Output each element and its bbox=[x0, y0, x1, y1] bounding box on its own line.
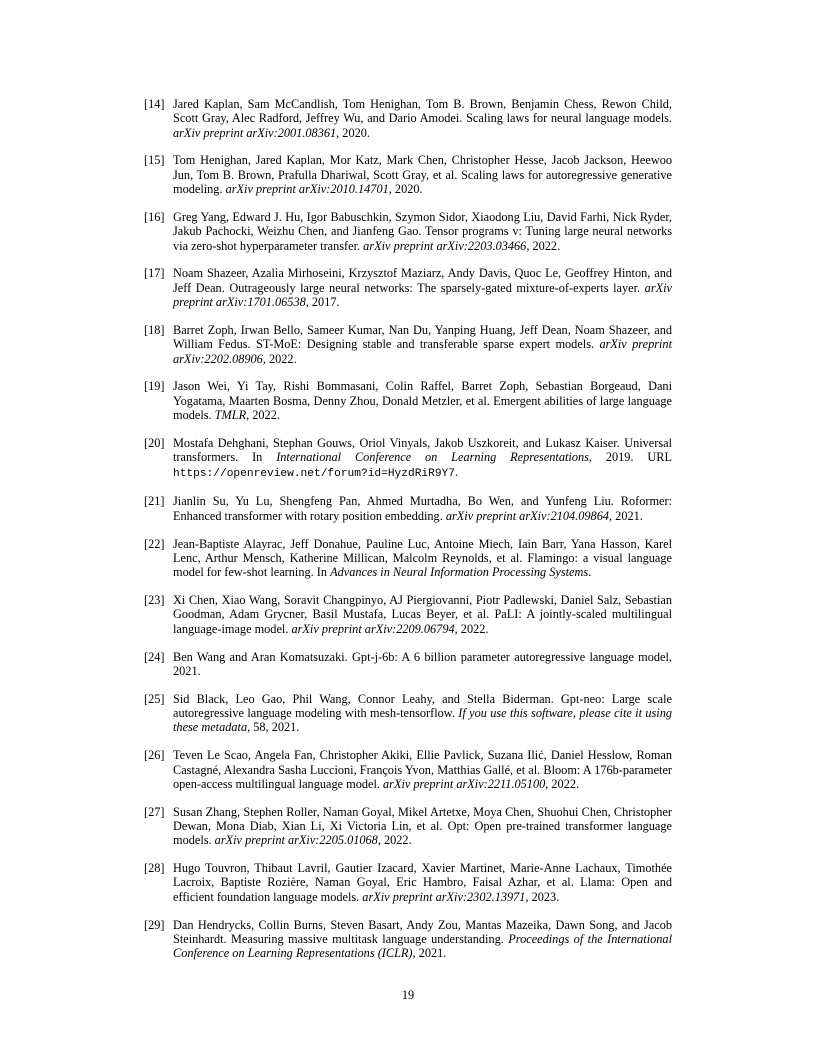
reference-venue: arXiv preprint arXiv:2209.06794 bbox=[291, 621, 455, 636]
reference-entry bbox=[144, 537, 672, 580]
reference-venue: arXiv preprint arXiv:2302.13971 bbox=[362, 889, 526, 904]
reference-year: , 2022. bbox=[262, 351, 297, 366]
reference-entry bbox=[144, 323, 672, 366]
reference-venue: arXiv preprint arXiv:1701.06538 bbox=[173, 280, 672, 310]
reference-entry bbox=[144, 805, 672, 848]
reference-venue: If you use this software, please cite it using these metadata bbox=[173, 706, 672, 735]
reference-url-link[interactable]: https://openreview.net/forum?id=HyzdRiR9Y7 bbox=[173, 467, 455, 480]
reference-number: [22] bbox=[144, 536, 165, 551]
reference-year: , 2020. bbox=[388, 182, 423, 197]
reference-number: [16] bbox=[144, 209, 165, 224]
reference-authors-title: Tom Henighan, Jared Kaplan, Mor Katz, Mark Chen, Christopher Hesse, Jacob Jackson, Heewoo Jun, Tom B. Brown, Prafulla Dhariwal, Scott Gray, et al. Scaling laws for autoregressive generative modeling. bbox=[173, 153, 672, 197]
reference-authors-title: Teven Le Scao, Angela Fan, Christopher Akiki, Ellie Pavlick, Suzana Ilić, Daniel Hesslow, Roman Castagné, Alexandra Sasha Luccioni, François Yvon, Matthias Gallé, et al. Bloom: A 176b-parameter open-access multilingual language model. bbox=[173, 748, 672, 791]
page-number: 19 bbox=[401, 988, 415, 1002]
reference-year: , 2022. bbox=[545, 776, 580, 791]
reference-end-punct: . bbox=[454, 464, 459, 479]
reference-entry bbox=[144, 650, 672, 679]
reference-entry bbox=[144, 436, 672, 481]
reference-number: [20] bbox=[144, 435, 165, 450]
reference-entry bbox=[144, 266, 672, 309]
reference-authors-title: Jean-Baptiste Alayrac, Jeff Donahue, Pauline Luc, Antoine Miech, Iain Barr, Yana Hasson, Karel Lenc, Arthur Mensch, Katherine Millican, Malcolm Reynolds, et al. Flamingo: a visual language model for few-shot learning. In bbox=[173, 536, 672, 580]
reference-list bbox=[144, 97, 672, 974]
reference-authors-title: Jianlin Su, Yu Lu, Shengfeng Pan, Ahmed Murtadha, Bo Wen, and Yunfeng Liu. Roformer: Enhanced transformer with rotary position embedding. bbox=[173, 494, 672, 523]
reference-venue: arXiv preprint arXiv:2001.08361 bbox=[173, 125, 337, 140]
reference-year: , 58, 2021. bbox=[247, 720, 300, 735]
reference-number: [23] bbox=[144, 593, 165, 608]
reference-venue: Proceedings of the International Conference on Learning Representations (ICLR) bbox=[173, 931, 673, 961]
reference-authors-title: Hugo Touvron, Thibaut Lavril, Gautier Izacard, Xavier Martinet, Marie-Anne Lachaux, Timothée Lacroix, Baptiste Rozière, Naman Goyal, Eric Hambro, Faisal Azhar, et al. Llama: Open and efficient foundation language models. bbox=[173, 861, 672, 904]
reference-year: , 2022. bbox=[377, 833, 412, 848]
reference-venue: arXiv preprint arXiv:2211.05100 bbox=[383, 776, 546, 791]
reference-authors-title: Ben Wang and Aran Komatsuzaki. Gpt-j-6b: A 6 billion parameter autoregressive language model, 2021. bbox=[173, 649, 672, 678]
reference-authors-title: Mostafa Dehghani, Stephan Gouws, Oriol Vinyals, Jakob Uszkoreit, and Lukasz Kaiser. Universal transformers. In bbox=[173, 435, 672, 465]
reference-venue: arXiv preprint arXiv:2104.09864 bbox=[445, 508, 610, 523]
reference-entry bbox=[144, 748, 672, 791]
reference-year: , 2022. bbox=[246, 408, 280, 423]
reference-number: [24] bbox=[144, 649, 165, 664]
reference-venue: TMLR bbox=[214, 408, 247, 423]
reference-authors-title: Susan Zhang, Stephen Roller, Naman Goyal, Mikel Artetxe, Moya Chen, Shuohui Chen, Christopher Dewan, Mona Diab, Xian Li, Xi Victoria Lin, et al. Opt: Open pre-trained transformer language models. bbox=[173, 804, 672, 848]
reference-venue: arXiv preprint arXiv:2205.01068 bbox=[214, 833, 378, 848]
reference-year: , 2019. URL bbox=[588, 450, 672, 465]
reference-venue: arXiv preprint arXiv:2203.03466 bbox=[363, 238, 527, 253]
reference-entry bbox=[144, 210, 672, 253]
reference-authors-title: Noam Shazeer, Azalia Mirhoseini, Krzysztof Maziarz, Andy Davis, Quoc Le, Geoffrey Hinton, and Jeff Dean. Outrageously large neural networks: The sparsely-gated mixture-of-experts layer. bbox=[173, 266, 672, 295]
reference-number: [18] bbox=[144, 322, 165, 337]
reference-number: [28] bbox=[144, 861, 165, 876]
reference-year: , 2022. bbox=[454, 621, 489, 636]
reference-entry bbox=[144, 593, 672, 636]
reference-number: [15] bbox=[144, 153, 165, 168]
reference-entry bbox=[144, 153, 672, 196]
reference-year: , 2017. bbox=[305, 295, 340, 310]
reference-entry bbox=[144, 692, 672, 735]
reference-number: [26] bbox=[144, 748, 165, 763]
reference-authors-title: Greg Yang, Edward J. Hu, Igor Babuschkin, Szymon Sidor, Xiaodong Liu, David Farhi, Nick Ryder, Jakub Pachocki, Weizhu Chen, and Jianfeng Gao. Tensor programs v: Tuning large neural networks via zero-shot hyperparameter transfer. bbox=[173, 209, 672, 253]
reference-number: [14] bbox=[144, 97, 165, 111]
reference-year: , 2021. bbox=[609, 508, 643, 523]
reference-venue: Advances in Neural Information Processing Systems bbox=[330, 565, 589, 580]
reference-entry bbox=[144, 97, 672, 140]
reference-authors-title: Jared Kaplan, Sam McCandlish, Tom Henighan, Tom B. Brown, Benjamin Chess, Rewon Child, Scott Gray, Alec Radford, Jeffrey Wu, and Dario Amodei. Scaling laws for neural language models. bbox=[173, 97, 672, 126]
reference-year: , 2023. bbox=[525, 889, 560, 904]
reference-authors-title: Sid Black, Leo Gao, Phil Wang, Connor Leahy, and Stella Biderman. Gpt-neo: Large scale autoregressive language modeling with mesh-tensorflow. bbox=[173, 691, 672, 721]
reference-year: . bbox=[588, 565, 592, 580]
reference-authors-title: Barret Zoph, Irwan Bello, Sameer Kumar, Nan Du, Yanping Huang, Jeff Dean, Noam Shazeer, and William Fedus. ST-MoE: Designing stable and transferable sparse expert models. bbox=[173, 322, 672, 352]
reference-authors-title: Dan Hendrycks, Collin Burns, Steven Basart, Andy Zou, Mantas Mazeika, Dawn Song, and Jacob Steinhardt. Measuring massive multitask language understanding. bbox=[173, 917, 672, 946]
reference-year: , 2021. bbox=[412, 946, 447, 961]
reference-authors-title: Xi Chen, Xiao Wang, Soravit Changpinyo, AJ Piergiovanni, Piotr Padlewski, Daniel Salz, Sebastian Goodman, Adam Grycner, Basil Mustafa, Lucas Beyer, et al. PaLI: A jointly-scaled multilingual language-image model. bbox=[173, 593, 672, 636]
reference-venue: arXiv preprint arXiv:2010.14701 bbox=[225, 182, 389, 197]
reference-authors-title: Jason Wei, Yi Tay, Rishi Bommasani, Colin Raffel, Barret Zoph, Sebastian Borgeaud, Dani Yogatama, Maarten Bosma, Denny Zhou, Donald Metzler, et al. Emergent abilities of large language models. bbox=[173, 379, 672, 423]
reference-venue: arXiv preprint arXiv:2202.08906 bbox=[173, 337, 672, 366]
reference-number: [27] bbox=[144, 804, 165, 819]
reference-entry bbox=[144, 861, 672, 904]
reference-entry bbox=[144, 494, 672, 523]
reference-year: , 2022. bbox=[526, 238, 561, 253]
reference-venue: International Conference on Learning Representations bbox=[276, 450, 589, 465]
reference-number: [21] bbox=[144, 494, 165, 509]
reference-number: [25] bbox=[144, 691, 165, 706]
reference-number: [19] bbox=[144, 379, 165, 394]
reference-year: , 2020. bbox=[336, 125, 370, 140]
reference-number: [17] bbox=[144, 266, 165, 281]
reference-number: [29] bbox=[144, 917, 165, 932]
reference-entry bbox=[144, 918, 672, 961]
reference-entry bbox=[144, 379, 672, 422]
